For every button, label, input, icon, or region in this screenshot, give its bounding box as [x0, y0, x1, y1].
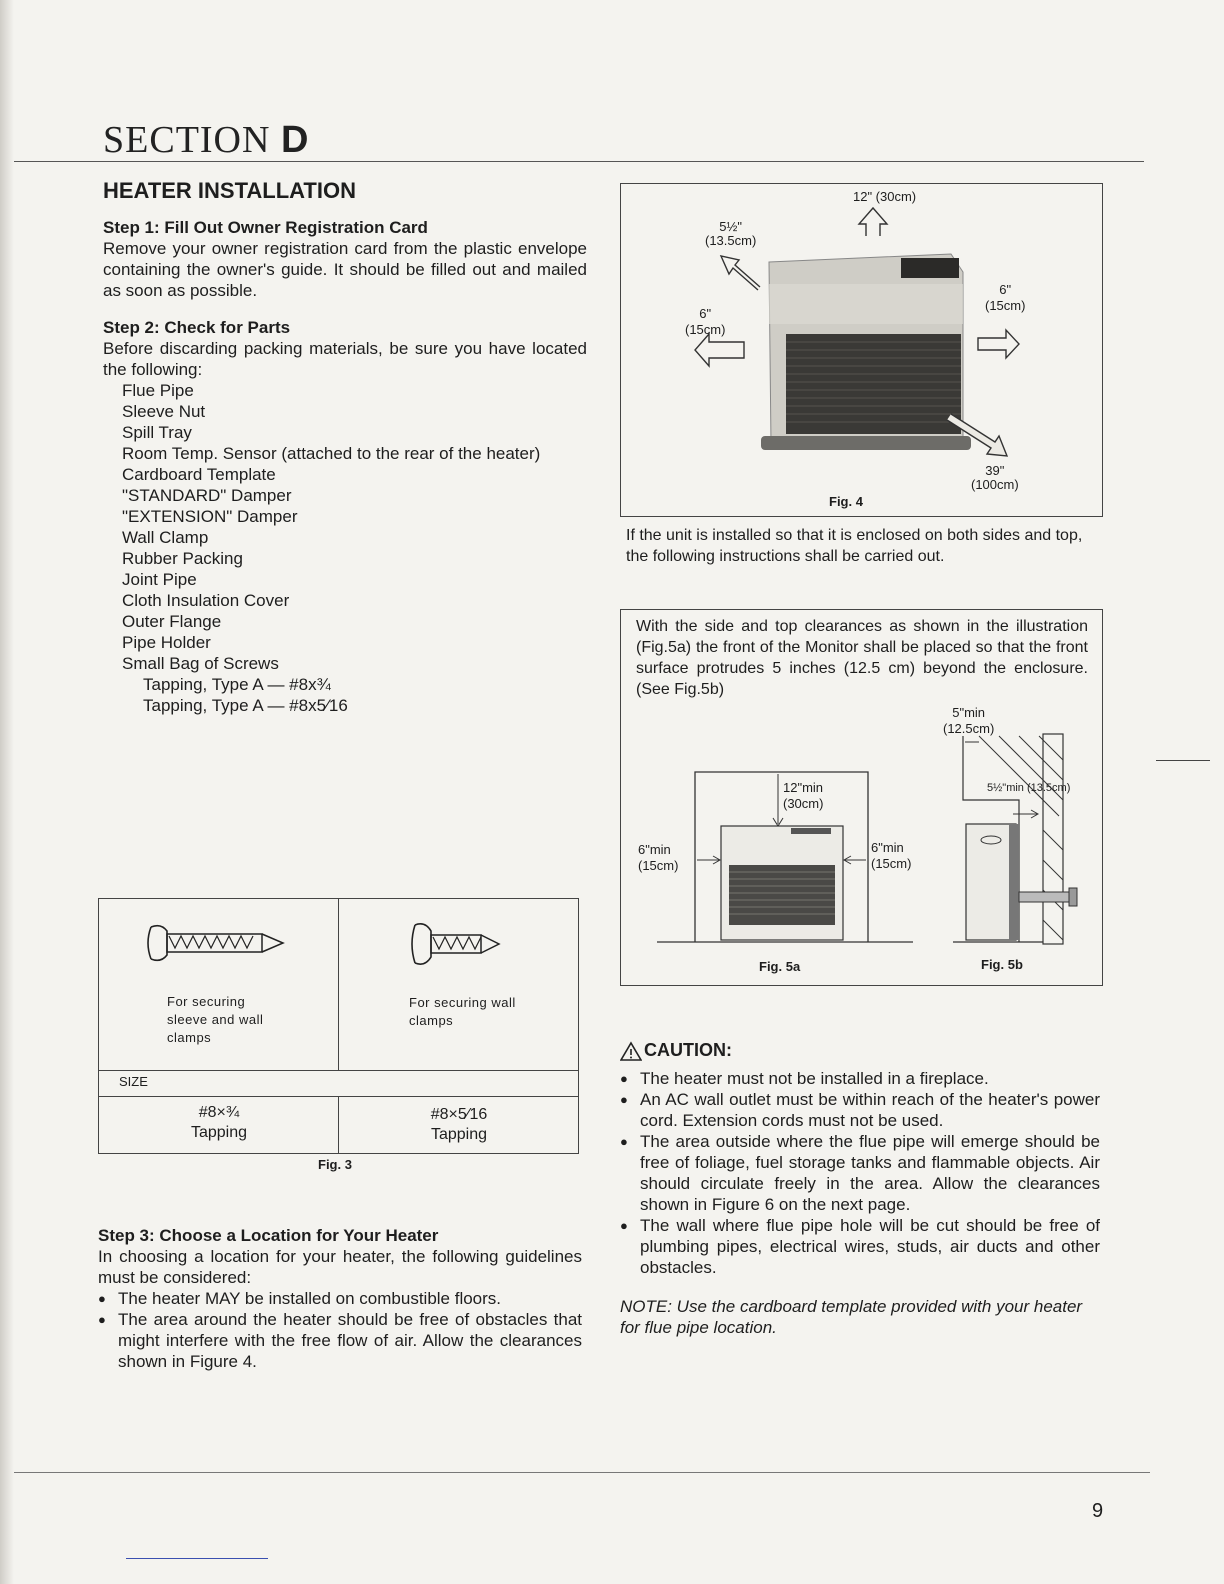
- fig5b-caption: Fig. 5b: [981, 957, 1023, 972]
- fig3-size-label: SIZE: [119, 1074, 148, 1089]
- step2-title: Step 2: Check for Parts: [103, 318, 291, 337]
- fig3-size-cell-1: [99, 1103, 339, 1143]
- short-screw-icon: [409, 919, 509, 969]
- list-item: ● The heater must not be installed in a fireplace.: [620, 1068, 1100, 1089]
- value: (30cm): [783, 796, 824, 811]
- page-number: 9: [1092, 1500, 1104, 1522]
- warning-icon: [620, 1041, 642, 1061]
- list-item: Room Temp. Sensor (attached to the rear of the heater): [122, 444, 541, 463]
- value: 12"min: [783, 780, 824, 795]
- value: (12.5cm): [943, 721, 995, 736]
- value: 6"min: [871, 840, 904, 855]
- fig3-purpose-1: For securing sleeve and wall clamps: [167, 994, 264, 1045]
- size-value: #8×5⁄16: [430, 1106, 488, 1123]
- fig4-right-clearance: [985, 282, 1025, 314]
- fig5b-side-clearance: 5½"min (13.5cm): [987, 782, 1071, 794]
- fig5a-right-clearance: [871, 840, 911, 872]
- divider: [99, 1070, 578, 1071]
- fig5b-front-clearance: [943, 705, 994, 737]
- list-item: "STANDARD" Damper: [122, 486, 292, 505]
- list-item: ● The area around the heater should be free of obstacles that might interfere with the free flow of air. Allow the clearances shown in Figure 4.: [98, 1309, 582, 1372]
- fig3-caption: Fig. 3: [318, 1157, 352, 1172]
- value: (100cm): [971, 477, 1019, 492]
- fig3-size-cell-2: [339, 1105, 579, 1145]
- fig4-caption: Fig. 4: [829, 494, 863, 509]
- list-item: Tapping, Type A — #8x5⁄16: [143, 696, 348, 715]
- list-item: ● The heater MAY be installed on combustible floors.: [98, 1288, 582, 1309]
- value: (15cm): [685, 322, 726, 337]
- enclosure-instruction: If the unit is installed so that it is enclosed on both sides and top, the following instructions shall be carried out.: [626, 527, 1083, 565]
- list-item: Tapping, Type A — #8x¾: [143, 675, 331, 694]
- parts-list: [103, 380, 584, 716]
- heater-clearance-illustration: [621, 184, 1102, 516]
- list-item: Cardboard Template: [122, 465, 276, 484]
- left-column: [103, 178, 587, 716]
- step1-title: Step 1: Fill Out Owner Registration Card: [103, 218, 428, 237]
- list-item: Pipe Holder: [122, 633, 211, 652]
- fig5a-left-clearance: [638, 842, 678, 874]
- list-item: Flue Pipe: [122, 381, 194, 400]
- divider: [14, 161, 1144, 162]
- list-item: ● The wall where flue pipe hole will be cut should be free of plumbing pipes, electrical wires, studs, air ducts and other obstacles.: [620, 1215, 1100, 1278]
- caution-heading: [620, 1040, 1100, 1061]
- divider: [126, 1558, 268, 1559]
- fig5a-top-clearance: [783, 780, 823, 812]
- divider: [1156, 760, 1210, 761]
- step3-block: [98, 1226, 582, 1372]
- fig4-front-clearance: [971, 464, 1019, 492]
- list-item: Spill Tray: [122, 423, 192, 442]
- list-item: Small Bag of Screws: [122, 654, 279, 673]
- fig3-purpose-2: For securing wall clamps: [409, 995, 516, 1028]
- list-item: ● An AC wall outlet must be within reach of the heater's power cord. Extension cords must not be used.: [620, 1089, 1100, 1131]
- value: 39": [985, 463, 1005, 478]
- fig4-clearance-diagram: [620, 183, 1103, 517]
- section-title: SECTION D: [103, 119, 310, 161]
- step3-intro: In choosing a location for your heater, the following guidelines must be considered:: [98, 1247, 582, 1287]
- value: 6"min: [638, 842, 671, 857]
- step3-title: Step 3: Choose a Location for Your Heater: [98, 1226, 439, 1245]
- fig4-top-clearance: 12" (30cm): [853, 189, 917, 204]
- fig5-enclosure-diagram: [620, 609, 1103, 986]
- value: 5½": [719, 219, 742, 234]
- list-item: ● The area outside where the flue pipe will emerge should be free of foliage, fuel storage tanks and flammable objects. Air should circulate freely in the area. Allow the clearances shown in Figure 6 on the next page.: [620, 1131, 1100, 1215]
- fig5-instruction: With the side and top clearances as shown in the illustration (Fig.5a) the front of the Monitor shall be placed so that the front surface protrudes 5 inches (12.5 cm) beyond the enclosure. (See Fig.5b): [636, 618, 1088, 698]
- step2-intro: Before discarding packing materials, be sure you have located the following:: [103, 339, 587, 379]
- type-value: Tapping: [430, 1126, 488, 1143]
- step1-body: Remove your owner registration card from the plastic envelope containing the owner's guide. It should be filled out and mailed as soon as possible.: [103, 239, 587, 300]
- page-heading: HEATER INSTALLATION: [103, 178, 356, 203]
- page-edge-shadow: [0, 0, 14, 1584]
- list-item: Joint Pipe: [122, 570, 197, 589]
- fig3-screw-table: [98, 898, 579, 1154]
- value: (15cm): [638, 858, 679, 873]
- fig5a-caption: Fig. 5a: [759, 959, 801, 974]
- list-item: "EXTENSION" Damper: [122, 507, 298, 526]
- value: (13.5cm): [705, 233, 757, 248]
- fig4-left-clearance: [685, 306, 725, 338]
- caution-list: [620, 1068, 1100, 1278]
- value: 6": [999, 282, 1012, 297]
- list-item: Sleeve Nut: [122, 402, 206, 421]
- list-item: Wall Clamp: [122, 528, 209, 547]
- size-value: #8×¾: [198, 1104, 240, 1121]
- value: (15cm): [871, 856, 912, 871]
- list-item: Cloth Insulation Cover: [122, 591, 290, 610]
- note: NOTE: Use the cardboard template provided with your heater for flue pipe location.: [620, 1297, 1083, 1337]
- divider: [14, 1472, 1150, 1473]
- value: (15cm): [985, 298, 1026, 313]
- long-screw-icon: [145, 921, 295, 965]
- fig4-lefttop-clearance: [705, 220, 756, 248]
- type-value: Tapping: [190, 1124, 248, 1141]
- list-item: Outer Flange: [122, 612, 222, 631]
- value: 5"min: [952, 705, 986, 720]
- caution-title: CAUTION:: [644, 1040, 732, 1060]
- caution-block: [620, 1040, 1100, 1338]
- fig5-illustrations: [621, 610, 1102, 985]
- value: 6": [699, 306, 712, 321]
- list-item: Rubber Packing: [122, 549, 243, 568]
- divider: [338, 899, 339, 1070]
